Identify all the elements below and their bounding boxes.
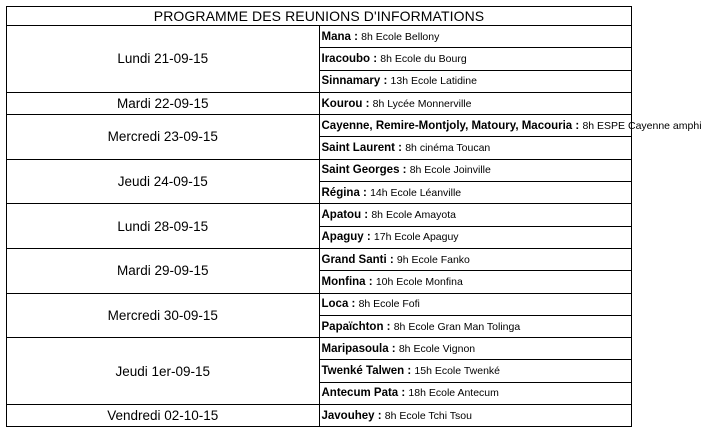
title-row [7,7,632,26]
meeting-place: Javouhey [321,409,375,422]
day-date: Mardi 29-09-15 [7,248,320,293]
meeting-entry [319,360,632,382]
meeting-entry [319,315,632,337]
meeting-info: 8h Ecole Vignon [398,342,476,355]
meeting-info: 8h cinéma Toucan [405,142,491,155]
meeting-place: Apaguy [321,231,364,244]
day-date: Mardi 22-09-15 [7,92,320,114]
table-row [7,204,632,226]
table-row [7,159,632,181]
schedule-table [6,6,702,427]
place-separator: : [388,342,399,355]
table-row [7,405,632,427]
day-date: Jeudi 24-09-15 [7,159,320,204]
meeting-info: 8h Ecole Joinville [409,164,491,177]
meeting-place: Saint Laurent [321,142,395,155]
meeting-entry [319,271,632,293]
schedule-body [7,26,702,427]
meeting-info: 8h Ecole du Bourg [380,52,467,65]
meeting-entry [319,204,632,226]
day-date: Mercredi 23-09-15 [7,115,320,160]
table-row [7,92,632,114]
place-separator: : [363,231,374,244]
place-separator: : [572,119,583,132]
meeting-place: Twenké Talwen [321,365,405,378]
place-separator: : [350,30,362,43]
meeting-info: 15h Ecole Twenké [414,365,501,378]
place-separator: : [383,320,394,333]
meeting-info: 8h Lycée Monnerville [372,97,472,110]
table-title: PROGRAMME DES REUNIONS D'INFORMATIONS [7,7,632,26]
meeting-entry [319,92,632,114]
meeting-place: Papaïchton [321,320,384,333]
meeting-place: Iracoubo [321,52,371,65]
meeting-entry [319,182,632,204]
place-separator: : [365,275,376,288]
meeting-info: 10h Ecole Monfina [375,275,463,288]
meeting-info: 13h Ecole Latidine [390,75,477,88]
meeting-entry [319,137,632,159]
table-row [7,338,632,360]
meeting-entry [319,26,632,48]
place-separator: : [374,409,385,422]
table-row [7,248,632,270]
meeting-place: Mana [321,30,351,43]
day-date: Vendredi 02-10-15 [7,405,320,427]
place-separator: : [404,365,415,378]
meeting-place: Apatou [321,209,362,222]
meeting-place: Antecum Pata [321,387,399,400]
place-separator: : [398,387,409,400]
meeting-info: 9h Ecole Fanko [396,253,470,266]
meeting-info: 18h Ecole Antecum [408,387,499,400]
meeting-place: Grand Santi [321,253,387,266]
meeting-entry [319,48,632,70]
place-separator: : [386,253,397,266]
day-date: Mercredi 30-09-15 [7,293,320,338]
meeting-place: Sinnamary [321,75,381,88]
day-date: Lundi 28-09-15 [7,204,320,249]
meeting-info: 8h Ecole Gran Man Tolinga [393,320,521,333]
place-separator: : [359,186,371,199]
meeting-entry [319,115,702,137]
meeting-info: 8h Ecole Amayota [371,209,456,222]
place-separator: : [361,209,372,222]
meeting-place: Régina [321,186,360,199]
place-separator: : [370,52,381,65]
meeting-entry [319,405,632,427]
schedule-container [6,6,702,427]
meeting-entry [319,70,632,92]
day-date: Lundi 21-09-15 [7,26,320,93]
place-separator: : [394,142,406,155]
place-separator: : [362,97,373,110]
meeting-place: Kourou [321,97,363,110]
table-row [7,26,632,48]
meeting-entry [319,159,632,181]
table-row [7,115,632,137]
place-separator: : [348,298,359,311]
place-separator: : [399,164,410,177]
meeting-entry [319,338,632,360]
meeting-info: 8h Ecole Fofi [358,298,420,311]
meeting-entry [319,382,632,404]
meeting-place: Saint Georges [321,164,400,177]
meeting-info: 8h ESPE Cayenne amphi [582,119,702,132]
meeting-place: Loca [321,298,349,311]
place-separator: : [380,75,391,88]
meeting-place: Maripasoula [321,342,389,355]
meeting-info: 8h Ecole Bellony [361,30,440,43]
table-row [7,293,632,315]
meeting-info: 8h Ecole Tchi Tsou [384,409,472,422]
meeting-entry [319,293,632,315]
meeting-info: 17h Ecole Apaguy [373,231,459,244]
day-date: Jeudi 1er-09-15 [7,338,320,405]
meeting-info: 14h Ecole Léanville [370,186,462,199]
meeting-entry [319,248,632,270]
meeting-place: Cayenne, Remire-Montjoly, Matoury, Macouria [321,119,573,132]
meeting-entry [319,226,632,248]
meeting-place: Monfina [321,275,366,288]
